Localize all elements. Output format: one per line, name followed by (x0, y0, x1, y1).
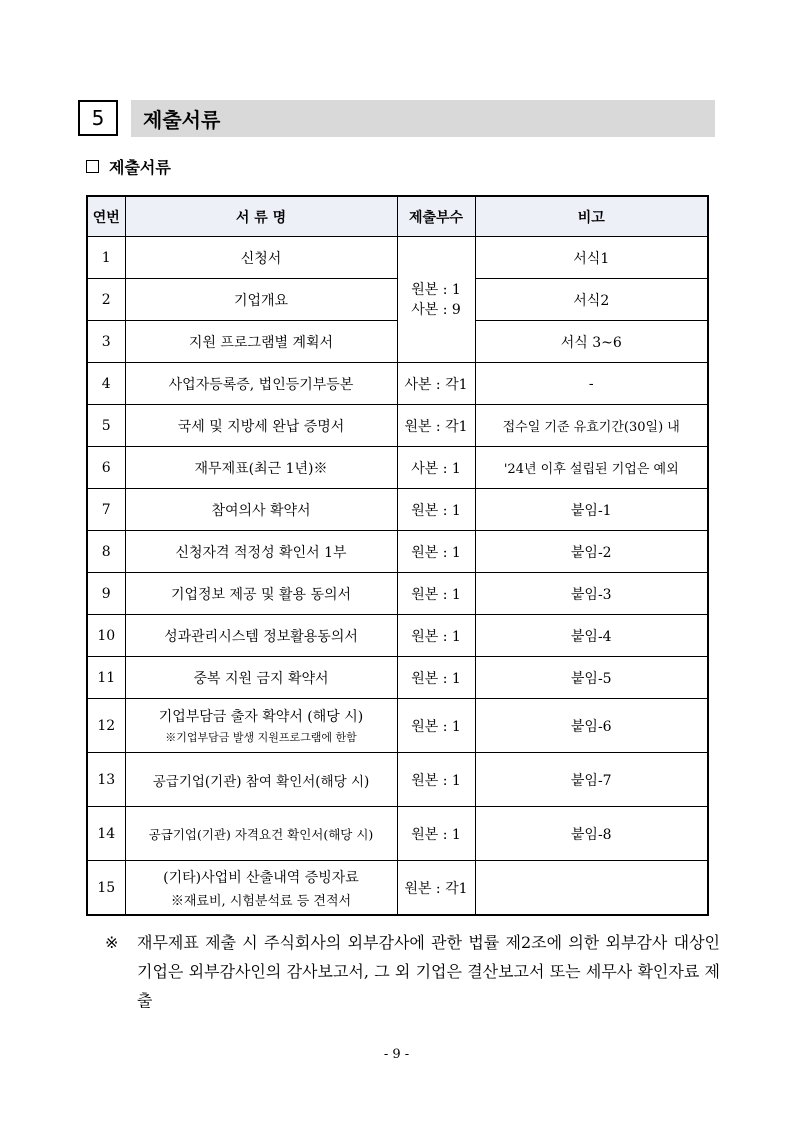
row-note: 접수일 기준 유효기간(30일) 내 (475, 405, 708, 447)
table-row (87, 237, 708, 279)
table-row (87, 573, 708, 615)
row-copies: 원본 : 1 (397, 573, 475, 615)
row-note: 붙임-4 (475, 615, 708, 657)
table-row (87, 405, 708, 447)
footnote (105, 928, 720, 1015)
row-name: 기업정보 제공 및 활용 동의서 (125, 573, 397, 615)
row-note: 붙임-3 (475, 573, 708, 615)
row-name-sub: ※기업부담금 발생 지원프로그램에 한함 (165, 731, 357, 744)
subheading-text: 제출서류 (109, 158, 171, 177)
row-note: 서식2 (475, 279, 708, 321)
row-no: 9 (87, 573, 125, 615)
row-copies: 원본 : 1 (397, 531, 475, 573)
table-row (87, 531, 708, 573)
header-no: 연번 (87, 196, 125, 237)
footnote-text: 재무제표 제출 시 주식회사의 외부감사에 관한 법률 제2조에 의한 외부감사 대상인 기업은 외부감사인의 감사보고서, 그 외 기업은 결산보고서 또는 세무사 확인자료 제출 (137, 933, 720, 1010)
table-row (87, 489, 708, 531)
header-copies: 제출부수 (397, 196, 475, 237)
row-note: 붙임-6 (475, 699, 708, 753)
row-copies: 원본 : 1 (397, 615, 475, 657)
row-no: 3 (87, 321, 125, 363)
page-number: - 9 - (383, 1047, 410, 1062)
row-no: 7 (87, 489, 125, 531)
copies-original: 원본 : 1 (411, 281, 461, 298)
row-name: 국세 및 지방세 완납 증명서 (125, 405, 397, 447)
row-name: 신청자격 적정성 확인서 1부 (125, 531, 397, 573)
row-no: 12 (87, 699, 125, 753)
row-no: 10 (87, 615, 125, 657)
row-name: 참여의사 확약서 (125, 489, 397, 531)
row-note: 붙임-7 (475, 753, 708, 807)
row-no: 13 (87, 753, 125, 807)
row-copies: 원본 : 1 (397, 657, 475, 699)
row-note: '24년 이후 설립된 기업은 예외 (475, 447, 708, 489)
header-note: 비고 (475, 196, 708, 237)
row-copies: 원본 : 각1 (397, 405, 475, 447)
row-copies: 원본 : 1 (397, 489, 475, 531)
table-row (87, 615, 708, 657)
row-copies: 사본 : 1 (397, 447, 475, 489)
row-name: 공급기업(기관) 참여 확인서(해당 시) (125, 753, 397, 807)
section-title-text: 제출서류 (143, 108, 221, 132)
row-copies: 원본 : 각1 (397, 861, 475, 916)
row-name (125, 861, 397, 916)
row-name: 중복 지원 금지 확약서 (125, 657, 397, 699)
row-no: 1 (87, 237, 125, 279)
table-row (87, 699, 708, 753)
row-no: 8 (87, 531, 125, 573)
row-note: 붙임-1 (475, 489, 708, 531)
row-name: 기업개요 (125, 279, 397, 321)
row-copies: 사본 : 각1 (397, 363, 475, 405)
table-header-row (87, 196, 708, 237)
row-no: 2 (87, 279, 125, 321)
row-no: 4 (87, 363, 125, 405)
row-name-sub: ※재료비, 시험분석료 등 견적서 (170, 893, 352, 909)
row-name: 성과관리시스템 정보활용동의서 (125, 615, 397, 657)
row-name: 사업자등록증, 법인등기부등본 (125, 363, 397, 405)
row-name: 재무제표(최근 1년)※ (125, 447, 397, 489)
footnote-mark: ※ (105, 933, 119, 952)
table-row (87, 753, 708, 807)
row-note: 서식 3~6 (475, 321, 708, 363)
documents-table (86, 195, 709, 916)
row-no: 6 (87, 447, 125, 489)
square-bullet-icon (86, 160, 99, 173)
row-note: - (475, 363, 708, 405)
subheading (86, 155, 171, 178)
row-note (475, 861, 708, 916)
section-title (131, 100, 715, 137)
table-row (87, 861, 708, 916)
copies-duplicate: 사본 : 9 (411, 301, 461, 318)
row-name: 지원 프로그램별 계획서 (125, 321, 397, 363)
table-row (87, 807, 708, 861)
row-note: 서식1 (475, 237, 708, 279)
row-copies (397, 237, 475, 363)
row-no: 15 (87, 861, 125, 916)
row-name: 신청서 (125, 237, 397, 279)
row-copies: 원본 : 1 (397, 699, 475, 753)
row-note: 붙임-2 (475, 531, 708, 573)
table-row (87, 657, 708, 699)
row-copies: 원본 : 1 (397, 807, 475, 861)
row-no: 11 (87, 657, 125, 699)
row-name (125, 699, 397, 753)
table-row (87, 363, 708, 405)
row-no: 14 (87, 807, 125, 861)
row-note: 붙임-5 (475, 657, 708, 699)
row-name: 공급기업(기관) 자격요건 확인서(해당 시) (125, 807, 397, 861)
row-name-main: (기타)사업비 산출내역 증빙자료 (163, 869, 359, 886)
row-note: 붙임-8 (475, 807, 708, 861)
section-number: 5 (78, 100, 118, 136)
row-name-main: 기업부담금 출자 확약서 (해당 시) (158, 709, 364, 725)
header-name: 서 류 명 (125, 196, 397, 237)
table-row (87, 447, 708, 489)
row-copies: 원본 : 1 (397, 753, 475, 807)
row-no: 5 (87, 405, 125, 447)
